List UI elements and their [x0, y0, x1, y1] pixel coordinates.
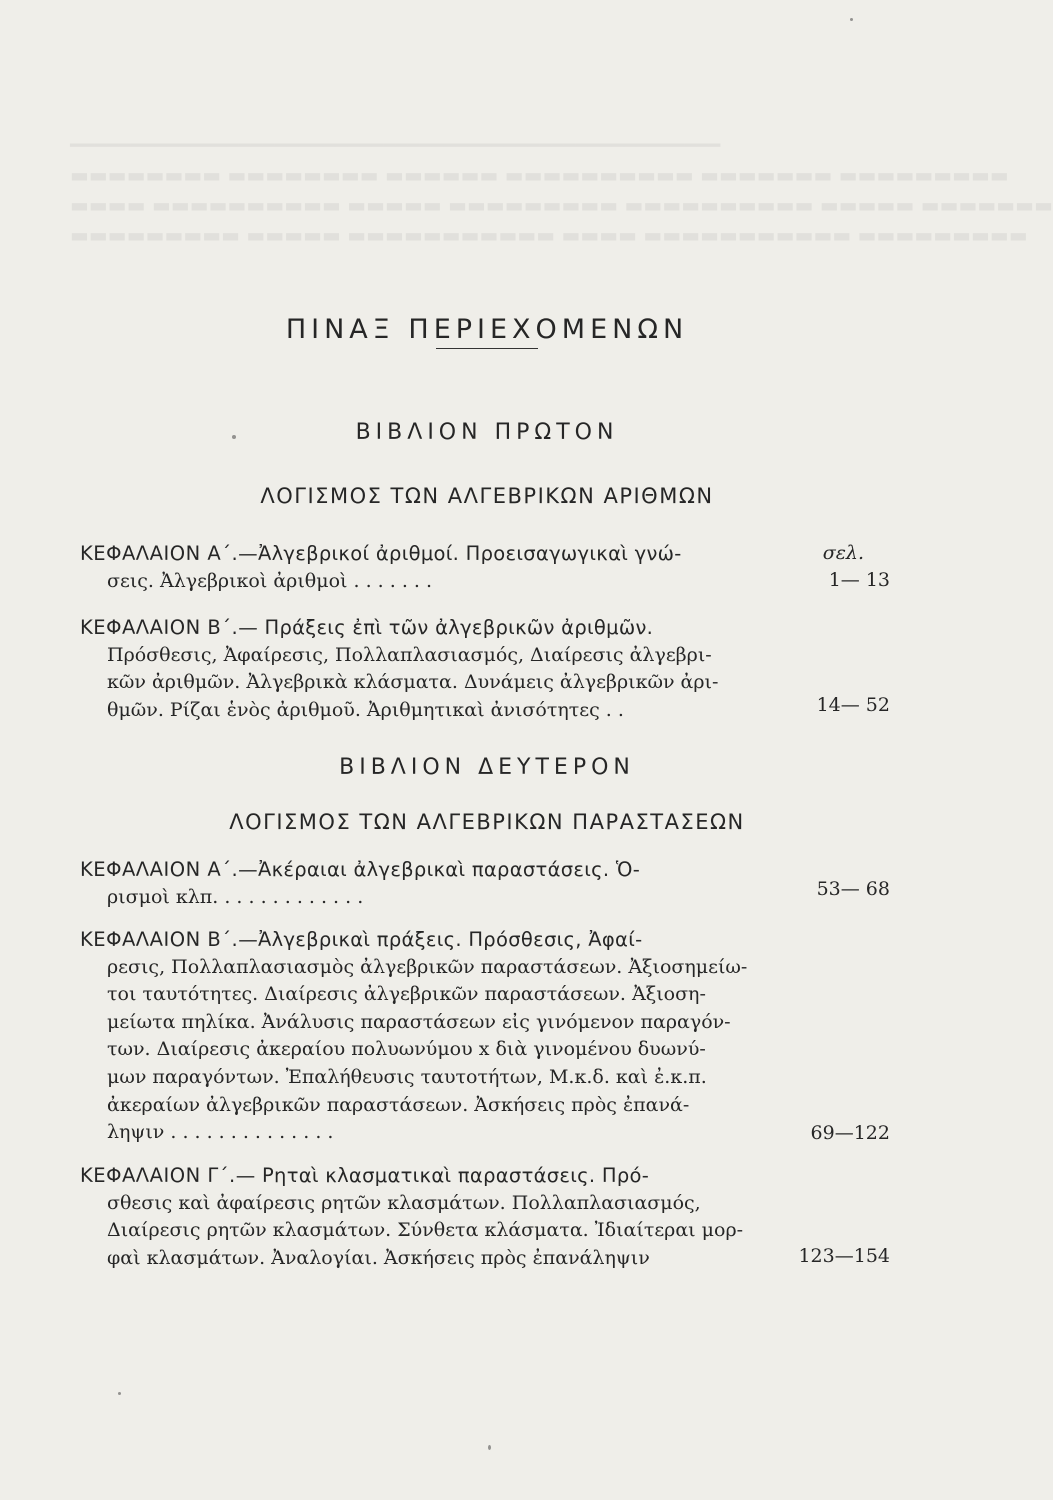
toc-entry-text: σθεσις καὶ ἀφαίρεσις ρητῶν κλασμάτων. Πολλαπλασιασμός,: [107, 1191, 701, 1214]
book-heading-2: ΒΙΒΛΙΟΝ ΔΕΥΤΕΡΟΝ: [339, 755, 635, 780]
toc-entry-text: ἀκεραίων ἀλγεβρικῶν παραστάσεων. Ἀσκήσεις πρὸς ἐπανά-: [107, 1093, 690, 1116]
toc-entry-first-line: [80, 540, 780, 568]
toc-entry: [80, 614, 780, 724]
chapter-label: ΚΕΦΑΛΑΙΟΝ Β΄.: [80, 616, 239, 639]
toc-entry-text: μων παραγόντων. Ἐπαλήθευσις ταυτοτήτων, Μ.κ.δ. καὶ ἐ.κ.π.: [107, 1065, 707, 1088]
toc-entry-first-line: [80, 926, 780, 954]
toc-entry: [80, 926, 780, 1147]
toc-entry-text: κῶν ἀριθμῶν. Ἀλγεβρικὰ κλάσματα. Δυνάμεις ἀλγεβρικῶν ἀρι-: [107, 671, 719, 694]
chapter-label: ΚΕΦΑΛΑΙΟΝ Α΄.: [80, 858, 239, 881]
toc-entry-text: ρισμοὶ κλπ. . . . . . . . . . . . .: [107, 885, 364, 908]
toc-entry-pages: 123—154: [798, 1245, 890, 1267]
toc-entry-text: —Ἀλγεβρικαὶ πράξεις. Πρόσθεσις, Ἀφαί-: [238, 928, 643, 951]
toc-entry-text: —Ἀκέραιαι ἀλγεβρικαὶ παραστάσεις. Ὁ-: [238, 858, 641, 881]
paper-speck: [850, 18, 853, 21]
toc-entry-text: τοι ταυτότητες. Διαίρεσις ἀλγεβρικῶν παραστάσεων. Ἀξιοση-: [107, 983, 706, 1006]
toc-entry-text: — Ρηταὶ κλασματικαὶ παραστάσεις. Πρό-: [235, 1164, 650, 1187]
toc-entry-text: ληψιν . . . . . . . . . . . . . .: [107, 1121, 334, 1144]
paper-speck: [118, 1392, 121, 1395]
chapter-label: ΚΕΦΑΛΑΙΟΝ Β΄.: [80, 928, 239, 951]
chapter-label: ΚΕΦΑΛΑΙΟΝ Γ΄.: [80, 1164, 236, 1187]
toc-entry-text: θμῶν. Ρίζαι ἑνὸς ἀριθμοῦ. Ἀριθμητικαὶ ἀνισότητες . .: [107, 698, 624, 721]
toc-entry-text: — Πράξεις ἐπὶ τῶν ἀλγεβρικῶν ἀριθμῶν.: [238, 616, 654, 639]
toc-entry-first-line: [80, 614, 780, 642]
pages-column-label: σελ.: [822, 542, 864, 564]
toc-entry-text: Πρόσθεσις, Ἀφαίρεσις, Πολλαπλασιασμός, Διαίρεσις ἀλγεβρι-: [107, 643, 712, 666]
toc-entry-text: Διαίρεσις ρητῶν κλασμάτων. Σύνθετα κλάσματα. Ἰδιαίτεραι μορ-: [107, 1219, 744, 1242]
book-heading-1: ΒΙΒΛΙΟΝ ΠΡΩΤΟΝ: [355, 420, 619, 445]
paper-speck: [232, 435, 236, 439]
chapter-label: ΚΕΦΑΛΑΙΟΝ Α΄.: [80, 542, 239, 565]
toc-entry-text: ρεσις, Πολλαπλασιασμὸς ἀλγεβρικῶν παραστάσεων. Ἀξιοσημείω-: [107, 955, 748, 978]
toc-entry-first-line: [80, 1162, 780, 1190]
toc-entry: [80, 540, 780, 595]
toc-entry-pages: 53— 68: [816, 878, 890, 900]
toc-entry-text: των. Διαίρεσις ἀκεραίου πολυωνύμου x διὰ γινομένου δυωνύ-: [107, 1038, 706, 1061]
toc-entry-text: —Ἀλγεβρικοί ἀριθμοί. Προεισαγωγικαὶ γνώ-: [238, 542, 682, 565]
toc-entry-text: σεις. Ἀλγεβρικοὶ ἀριθμοὶ . . . . . . .: [107, 569, 433, 592]
book-subtitle-2: ΛΟΓΙΣΜΟΣ ΤΩΝ ΑΛΓΕΒΡΙΚΩΝ ΠΑΡΑΣΤΑΣΕΩΝ: [229, 810, 745, 834]
title-underline: [436, 348, 538, 349]
page-title: ΠΙΝΑΞ ΠΕΡΙΕΧΟΜΕΝΩΝ: [285, 314, 689, 346]
book-subtitle-1: ΛΟΓΙΣΜΟΣ ΤΩΝ ΑΛΓΕΒΡΙΚΩΝ ΑΡΙΘΜΩΝ: [260, 484, 714, 508]
toc-entry: [80, 856, 780, 911]
toc-entry-text: μείωτα πηλίκα. Ἀνάλυσις παραστάσεων εἰς γινόμενον παραγόν-: [107, 1010, 731, 1033]
toc-entry-text: φαὶ κλασμάτων. Ἀναλογίαι. Ἀσκήσεις πρὸς ἐπανάληψιν: [107, 1246, 650, 1269]
paper-speck: [488, 1445, 491, 1450]
bleed-through-texture: ━━━━━━━━━━━━━━━━━━━━━━━━━━━━━━━━━━━━━━━━━━━━━━━━━━━━━━ ▬▬▬▬▬▬▬▬ ▬▬▬▬▬▬▬▬ ▬▬▬▬▬▬ ▬▬▬▬▬▬▬▬▬▬ ▬▬▬▬▬▬▬ ▬▬▬▬▬▬▬▬▬ ▬▬▬▬ ▬▬▬▬▬▬▬▬▬▬ ▬▬▬▬▬ ▬▬▬▬▬▬▬▬▬ ▬▬▬▬▬▬▬▬▬▬ ▬▬▬▬▬ ▬▬▬▬▬▬▬ ▬▬▬▬▬▬▬▬▬ ▬▬▬▬▬ ▬▬▬▬▬▬▬▬▬▬▬ ▬▬▬▬ ▬▬▬▬▬▬▬▬▬▬▬ ▬▬▬▬▬▬▬▬▬: [70, 133, 1053, 247]
toc-entry-first-line: [80, 856, 780, 884]
toc-entry: [80, 1162, 780, 1272]
toc-entry-pages: 14— 52: [816, 694, 890, 716]
toc-entry-pages: 69—122: [810, 1122, 890, 1144]
toc-entry-pages: 1— 13: [828, 569, 890, 591]
